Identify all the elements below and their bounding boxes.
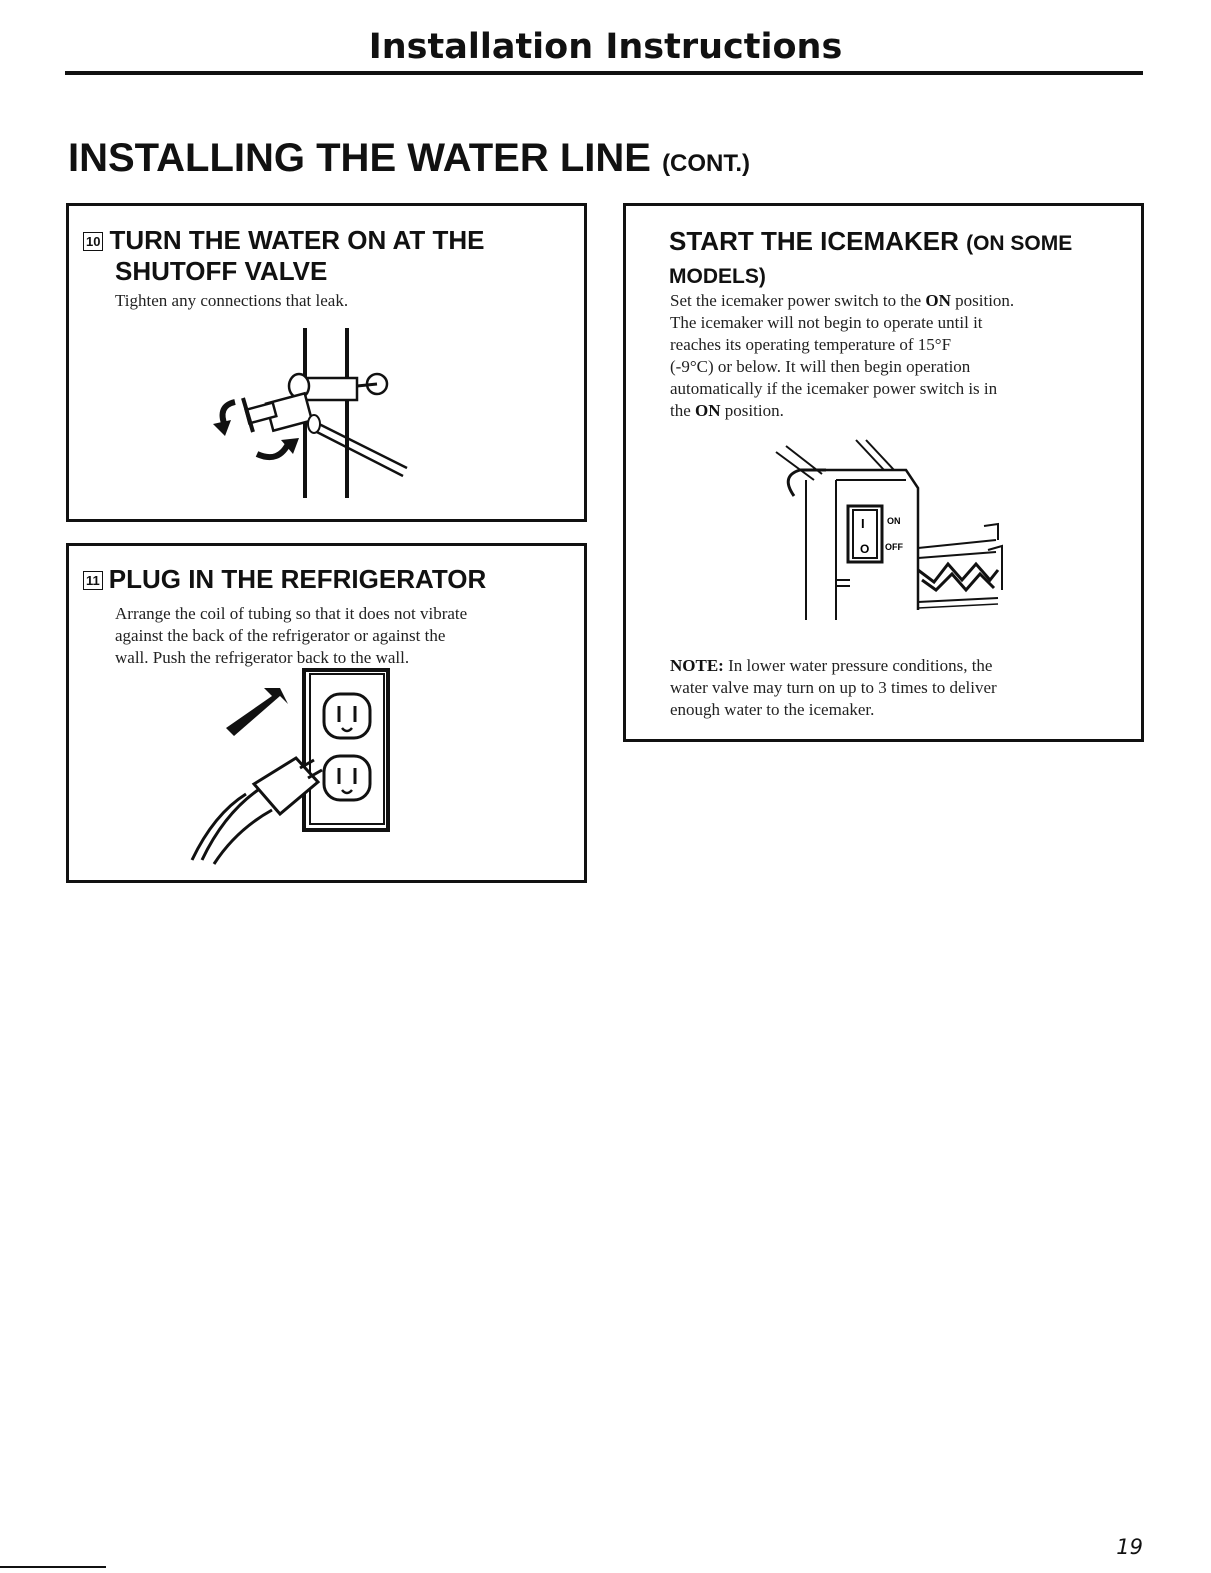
note-line1: [670, 655, 997, 677]
icemaker-line2: The icemaker will not begin to operate until it: [670, 313, 983, 332]
switch-label-off: OFF: [885, 542, 903, 552]
step-11-heading: [83, 564, 486, 595]
icemaker-switch-illustration: [766, 440, 1006, 625]
switch-label-on: ON: [887, 516, 901, 526]
step-11-text-line3: wall. Push the refrigerator back to the wall.: [115, 648, 410, 667]
step-11-text-line2: against the back of the refrigerator or against the: [115, 626, 446, 645]
note-line3: enough water to the icemaker.: [670, 700, 875, 719]
icemaker-line1-pre: Set the icemaker power switch to the: [670, 291, 926, 310]
icemaker-line5: automatically if the icemaker power switch is in: [670, 379, 998, 398]
step-10-heading: [83, 225, 485, 287]
icemaker-text: [670, 290, 1014, 422]
icemaker-line6: [670, 400, 1014, 422]
icemaker-line1-on: ON: [925, 291, 951, 310]
icemaker-heading: [669, 226, 1072, 292]
icemaker-note: [670, 655, 997, 721]
section-title: [68, 136, 750, 181]
step-11-text-line1: Arrange the coil of tubing so that it does not vibrate: [115, 604, 468, 623]
icemaker-line4: (-9°C) or below. It will then begin operation: [670, 357, 971, 376]
icemaker-line1: [670, 290, 1014, 312]
section-title-text: INSTALLING THE WATER LINE: [68, 136, 651, 180]
icemaker-line6-post: position.: [720, 401, 784, 420]
icemaker-line1-post: position.: [950, 291, 1015, 310]
note-label: NOTE:: [670, 656, 724, 675]
step-11-title: PLUG IN THE REFRIGERATOR: [108, 564, 487, 594]
icemaker-line6-on: ON: [695, 401, 721, 420]
step-10-title-line2: SHUTOFF VALVE: [115, 256, 328, 286]
note-line1-text: In lower water pressure conditions, the: [723, 656, 993, 675]
step-10-text: Tighten any connections that leak.: [115, 291, 349, 310]
icemaker-title-suffix-1: (ON SOME: [966, 232, 1073, 255]
icemaker-title-suffix-2: MODELS): [669, 265, 766, 288]
step-10-box: [66, 203, 587, 522]
icemaker-title: START THE ICEMAKER: [669, 226, 959, 256]
step-11-box: [66, 543, 587, 883]
icemaker-line3: reaches its operating temperature of 15°F: [670, 335, 952, 354]
plug-outlet-illustration: [184, 664, 404, 864]
note-line2: water valve may turn on up to 3 times to deliver: [670, 678, 997, 697]
icemaker-line6-pre: the: [670, 401, 696, 420]
step-11-text: [115, 603, 467, 669]
switch-label-o: O: [860, 542, 870, 556]
shutoff-valve-illustration: [207, 328, 427, 508]
switch-label-i: I: [861, 516, 865, 531]
page-number: 19: [1116, 1535, 1143, 1559]
section-title-suffix: (CONT.): [662, 150, 751, 177]
page-header: Installation Instructions: [368, 27, 843, 67]
header-rule: [65, 71, 1143, 75]
footer-rule: [0, 1566, 106, 1568]
step-10-title-line1: TURN THE WATER ON AT THE: [109, 225, 485, 255]
step-10-number: 10: [83, 232, 103, 251]
icemaker-box: [623, 203, 1144, 742]
step-11-number: 11: [83, 571, 103, 590]
